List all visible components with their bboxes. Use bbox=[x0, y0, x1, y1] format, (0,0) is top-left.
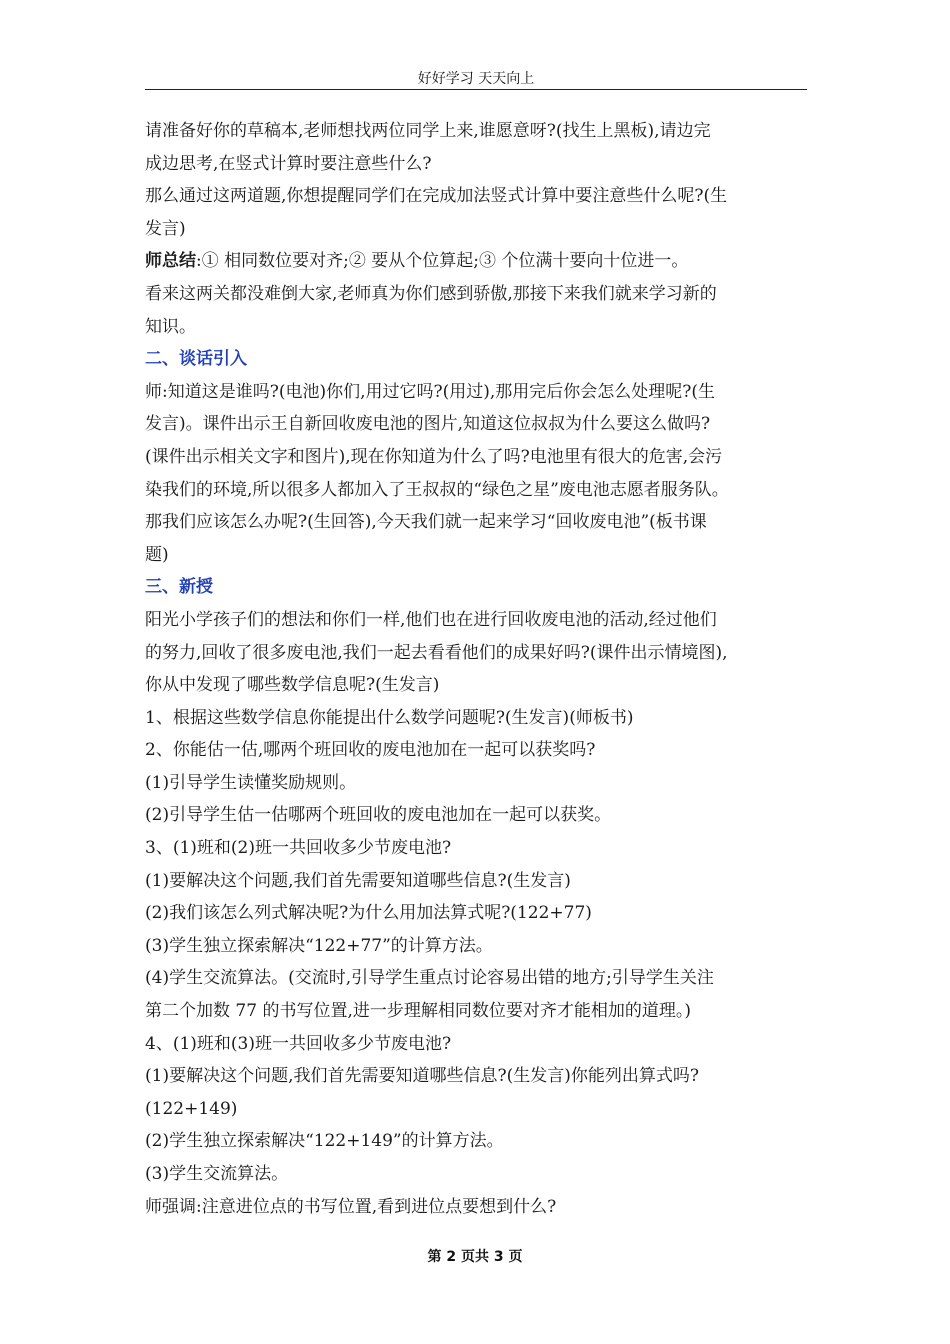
summary-text: :① 相同数位要对齐;② 要从个位算起;③ 个位满十要向十位进一。 bbox=[196, 251, 689, 272]
paragraph-line: (1)要解决这个问题,我们首先需要知道哪些信息?(生发言)你能列出算式吗? bbox=[145, 1066, 699, 1087]
paragraph-line: (1)要解决这个问题,我们首先需要知道哪些信息?(生发言) bbox=[145, 870, 571, 891]
paragraph-line: 师强调:注意进位点的书写位置,看到进位点要想到什么? bbox=[145, 1196, 557, 1217]
paragraph-line: 请准备好你的草稿本,老师想找两位同学上来,谁愿意呀?(找生上黑板),请边完 bbox=[145, 121, 711, 141]
paragraph-line: (2)我们该怎么列式解决呢?为什么用加法算式呢?(122+77) bbox=[145, 903, 592, 924]
paragraph-line: (3)学生交流算法。 bbox=[145, 1164, 289, 1184]
header-rule bbox=[145, 89, 807, 90]
paragraph-line: 第二个加数 77 的书写位置,进一步理解相同数位要对齐才能相加的道理。) bbox=[145, 1001, 691, 1022]
paragraph-line: (2)引导学生估一估哪两个班回收的废电池加在一起可以获奖。 bbox=[145, 805, 612, 826]
paragraph-line: 发言)。课件出示王自新回收废电池的图片,知道这位叔叔为什么要这么做吗? bbox=[145, 414, 711, 435]
paragraph-line: 发言) bbox=[145, 218, 186, 239]
paragraph-line: 4、(1)班和(3)班一共回收多少节废电池? bbox=[145, 1033, 452, 1054]
summary-line bbox=[145, 245, 810, 278]
paragraph-line: (1)引导学生读懂奖励规则。 bbox=[145, 772, 357, 793]
paragraph-line: (课件出示相关文字和图片),现在你知道为什么了吗?电池里有很大的危害,会污 bbox=[145, 446, 723, 467]
paragraph-line: 题) bbox=[145, 544, 169, 565]
paragraph-line: 看来这两关都没难倒大家,老师真为你们感到骄傲,那接下来我们就来学习新的 bbox=[145, 283, 717, 304]
paragraph-line: (2)学生独立探索解决“122+149”的计算方法。 bbox=[145, 1131, 504, 1152]
paragraph-line: 那么通过这两道题,你想提醒同学们在完成加法竖式计算中要注意些什么呢?(生 bbox=[145, 186, 728, 207]
section-heading-3: 三、新授 bbox=[145, 577, 213, 598]
paragraph-line: 染我们的环境,所以很多人都加入了王叔叔的“绿色之星”废电池志愿者服务队。 bbox=[145, 479, 729, 500]
paragraph-line: 2、你能估一估,哪两个班回收的废电池加在一起可以获奖吗? bbox=[145, 740, 596, 761]
summary-label: 师总结 bbox=[145, 251, 196, 272]
page-footer: 第 2 页共 3 页 bbox=[427, 1249, 523, 1265]
paragraph-line: 阳光小学孩子们的想法和你们一样,他们也在进行回收废电池的活动,经过他们 bbox=[145, 609, 717, 630]
paragraph-line: 师:知道这是谁吗?(电池)你们,用过它吗?(用过),那用完后你会怎么处理呢?(生 bbox=[145, 381, 716, 402]
paragraph-line: 知识。 bbox=[145, 316, 196, 337]
paragraph-line: 3、(1)班和(2)班一共回收多少节废电池? bbox=[145, 838, 452, 859]
paragraph-line: 的努力,回收了很多废电池,我们一起去看看他们的成果好吗?(课件出示情境图), bbox=[145, 642, 728, 663]
paragraph-line: 你从中发现了哪些数学信息呢?(生发言) bbox=[145, 675, 440, 696]
section-heading-2: 二、谈话引入 bbox=[145, 349, 247, 370]
paragraph-line: (122+149) bbox=[145, 1098, 238, 1119]
page-header: 好好学习 天天向上 bbox=[417, 71, 535, 87]
paragraph-line: (3)学生独立探索解决“122+77”的计算方法。 bbox=[145, 935, 493, 956]
paragraph-line: 那我们应该怎么办呢?(生回答),今天我们就一起来学习“回收废电池”(板书课 bbox=[145, 512, 707, 533]
paragraph-line: (4)学生交流算法。(交流时,引导学生重点讨论容易出错的地方;引导学生关注 bbox=[145, 968, 714, 989]
paragraph-line: 1、根据这些数学信息你能提出什么数学问题呢?(生发言)(师板书) bbox=[145, 707, 634, 728]
document-body bbox=[145, 115, 810, 1223]
paragraph-line: 成边思考,在竖式计算时要注意些什么? bbox=[145, 153, 432, 174]
